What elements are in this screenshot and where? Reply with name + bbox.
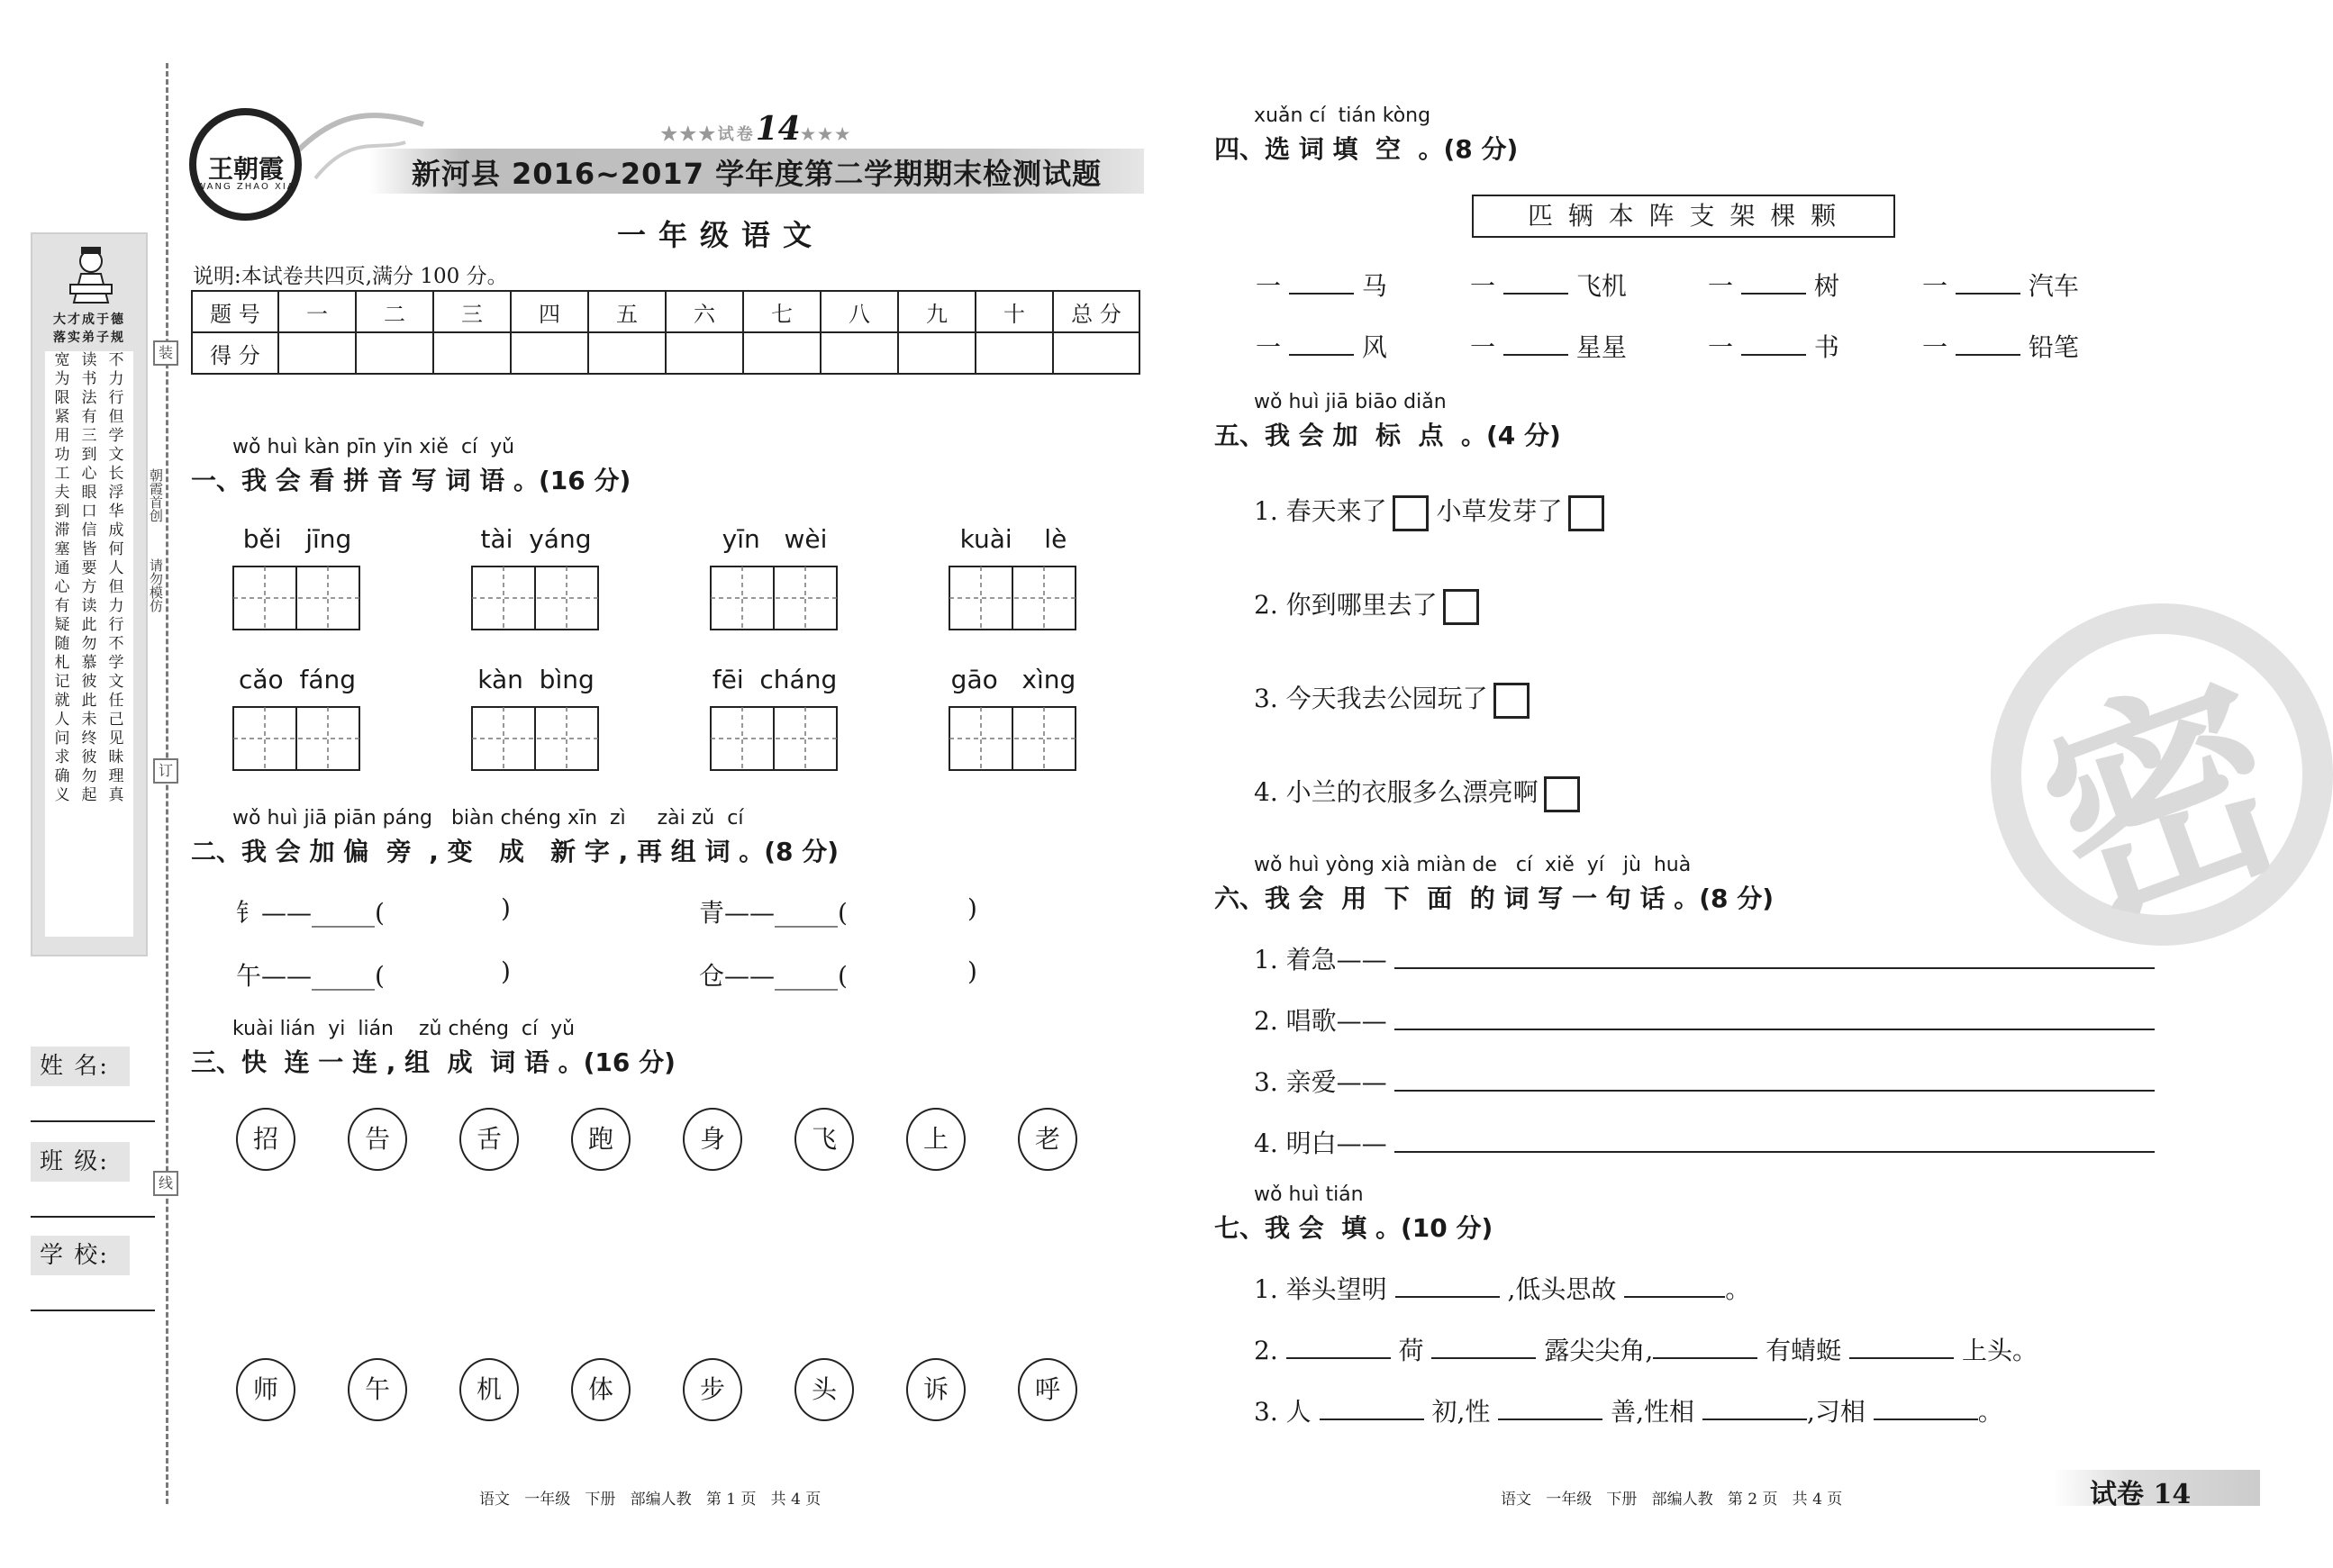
footer-badge-text: 试卷 14 — [2090, 1479, 2192, 1510]
q7-title: 七、我 会 填 。(10 分) — [1214, 1213, 1493, 1243]
q3-bottom-char-3[interactable]: 机 — [459, 1358, 519, 1421]
q4-pre: 一 — [1922, 271, 1948, 301]
binding-dash-line — [166, 63, 168, 1504]
q4-pinyin: xuǎn cí tián kòng — [1254, 104, 1431, 127]
score-col-1: 一 — [278, 291, 356, 332]
score-cell[interactable] — [1053, 332, 1139, 374]
score-cell[interactable] — [898, 332, 976, 374]
q3-top-char-6[interactable]: 飞 — [794, 1108, 854, 1171]
motto-column-1: 宽为限紧用功工夫到滞塞通心有疑随札记就人问求确义 — [54, 351, 70, 804]
score-col-2: 二 — [356, 291, 433, 332]
q3-top-char-5[interactable]: 身 — [683, 1108, 742, 1171]
q7-text: 上头。 — [1962, 1336, 2038, 1365]
q4-pre: 一 — [1256, 332, 1282, 362]
blank-line[interactable] — [1653, 1357, 1757, 1359]
q6-answer-line-1[interactable] — [1394, 967, 2155, 969]
q2-title: 二、我 会 加 偏 旁 , 变 成 新 字 , 再 组 词 。(8 分) — [191, 837, 840, 866]
exam-instructions: 说明:本试卷共四页,满分 100 分。 — [193, 265, 508, 288]
q6-pinyin: wǒ huì yòng xià miàn de cí xiě yí jù huà — [1254, 854, 1692, 876]
q4-blank-3[interactable] — [1708, 267, 1839, 303]
q3-top-char-8[interactable]: 老 — [1018, 1108, 1077, 1171]
q6-item-4: 4. 明白—— — [1254, 1128, 1387, 1158]
q6-answer-line-3[interactable] — [1394, 1090, 2155, 1092]
q4-blank-2[interactable] — [1470, 267, 1627, 303]
q5-punct-box[interactable] — [1544, 776, 1580, 812]
binding-mark-zhuang: 装 — [153, 340, 178, 366]
score-table-row-label: 题 号 — [192, 291, 278, 332]
q5-title: 五、我 会 加 标 点 。(4 分) — [1214, 421, 1561, 450]
q3-top-char-4[interactable]: 跑 — [571, 1108, 631, 1171]
score-col-8: 八 — [821, 291, 898, 332]
q3-title: 三、快 连 一 连 , 组 成 词 语 。(16 分) — [191, 1047, 676, 1077]
blank-line[interactable] — [1320, 1418, 1424, 1420]
q4-post: 铅笔 — [2028, 332, 2079, 362]
motto-head-2: 落实弟子规 — [53, 331, 125, 345]
q4-blank-4[interactable] — [1922, 267, 2079, 303]
q6-answer-line-4[interactable] — [1394, 1151, 2155, 1153]
series-stars-left: ★★★试卷 — [660, 125, 756, 144]
name-label: 姓 名: — [31, 1047, 130, 1086]
exam-title: 新河县 2016~2017 学年度第二学期期末检测试题 — [411, 157, 1103, 191]
q5-punct-box[interactable] — [1443, 589, 1479, 625]
q7-line-2 — [1254, 1331, 2038, 1367]
q2-item-4[interactable]: 仓——_____( — [699, 961, 848, 991]
q4-pre: 一 — [1922, 332, 1948, 362]
score-cell[interactable] — [511, 332, 588, 374]
blank-line[interactable] — [1289, 354, 1354, 356]
side-note-original: 朝霞首创 — [148, 468, 164, 522]
blank-line[interactable] — [1624, 1296, 1725, 1298]
q5-item-3-text: 3. 今天我去公园玩了 — [1254, 684, 1488, 713]
class-label: 班 级: — [31, 1142, 130, 1182]
q1-writing-grids[interactable] — [232, 566, 1133, 778]
footer-page-1: 语文 一年级 下册 部编人教 第 1 页 共 4 页 — [479, 1491, 822, 1509]
q3-top-char-1[interactable]: 招 — [236, 1108, 295, 1171]
score-cell[interactable] — [666, 332, 743, 374]
score-cell[interactable] — [588, 332, 666, 374]
blank-line[interactable] — [1498, 1418, 1602, 1420]
score-cell[interactable] — [976, 332, 1053, 374]
q2-item-1-close: ) — [501, 893, 511, 923]
score-table-header-row — [192, 291, 1139, 332]
q5-punct-box[interactable] — [1393, 495, 1429, 531]
q5-item-1 — [1254, 492, 1604, 531]
blank-line[interactable] — [1849, 1357, 1954, 1359]
q2-item-2-close: ) — [967, 893, 977, 923]
q7-text: 。 — [1725, 1274, 1751, 1304]
blank-line[interactable] — [1286, 1357, 1391, 1359]
score-table — [191, 290, 1140, 375]
score-col-7: 七 — [743, 291, 821, 332]
score-col-3: 三 — [433, 291, 511, 332]
score-cell[interactable] — [821, 332, 898, 374]
q5-item-4 — [1254, 773, 1580, 812]
confidential-watermark-char: 密 — [2012, 637, 2315, 964]
q6-answer-line-2[interactable] — [1394, 1029, 2155, 1030]
q6-item-1: 1. 着急—— — [1254, 945, 1387, 974]
q2-pinyin: wǒ huì jiā piān páng biàn chéng xīn zì zài zǔ cí — [232, 807, 744, 829]
exam-subtitle: 一年级语文 — [616, 218, 824, 252]
footer-page-2: 语文 一年级 下册 部编人教 第 2 页 共 4 页 — [1501, 1491, 1843, 1509]
q4-pre: 一 — [1708, 271, 1734, 301]
q5-item-4-text: 4. 小兰的衣服多么漂亮啊 — [1254, 777, 1539, 807]
q3-top-char-7[interactable]: 上 — [906, 1108, 966, 1171]
q3-bottom-char-7[interactable]: 诉 — [906, 1358, 966, 1421]
binding-mark-ding: 订 — [153, 758, 178, 784]
q4-post: 马 — [1361, 271, 1387, 301]
q1-pinyin-word-5: cǎo fáng — [238, 665, 357, 694]
q4-post: 树 — [1813, 271, 1839, 301]
school-input-line[interactable] — [31, 1310, 155, 1311]
q1-pinyin-word-4: kuài lè — [959, 524, 1067, 554]
q1-pinyin-word-8: gāo xìng — [950, 665, 1076, 694]
q4-blank-5[interactable] — [1256, 328, 1387, 364]
q6-item-3: 3. 亲爱—— — [1254, 1067, 1387, 1097]
q7-text: 1. 举头望明 — [1254, 1274, 1387, 1304]
q7-text: ,习相 — [1806, 1397, 1865, 1427]
q4-blank-7[interactable] — [1708, 328, 1839, 364]
q3-top-char-2[interactable]: 告 — [348, 1108, 407, 1171]
score-cell[interactable] — [356, 332, 433, 374]
q5-pinyin: wǒ huì jiā biāo diǎn — [1254, 391, 1447, 413]
q4-post: 书 — [1813, 332, 1839, 362]
series-stars-right: ★★★ — [800, 125, 853, 144]
q5-item-3 — [1254, 679, 1530, 719]
motto-column-3: 不力行但学文长浮华成何人但力行不学文任己见昧理真 — [108, 351, 124, 804]
q7-text: 初,性 — [1431, 1397, 1491, 1427]
q3-bottom-char-2[interactable]: 午 — [348, 1358, 407, 1421]
q7-text: 。 — [1977, 1397, 2003, 1427]
q3-top-char-3[interactable]: 舌 — [459, 1108, 519, 1171]
q2-item-2[interactable]: 青——_____( — [699, 898, 848, 928]
q6-item-2: 2. 唱歌—— — [1254, 1006, 1387, 1036]
q5-item-2-text: 2. 你到哪里去了 — [1254, 590, 1438, 620]
q4-post: 飞机 — [1575, 271, 1627, 301]
blank-line[interactable] — [1503, 293, 1568, 295]
score-col-10: 十 — [976, 291, 1053, 332]
q7-text: ,低头思故 — [1507, 1274, 1617, 1304]
blank-line[interactable] — [1431, 1357, 1536, 1359]
motto-head-1: 大才成于德 — [53, 313, 125, 327]
q4-post: 星星 — [1575, 332, 1627, 362]
blank-line[interactable] — [1956, 293, 2020, 295]
score-col-total: 总 分 — [1053, 291, 1139, 332]
q4-post: 汽车 — [2028, 271, 2079, 301]
q3-bottom-char-4[interactable]: 体 — [571, 1358, 631, 1421]
q4-post: 风 — [1361, 332, 1387, 362]
school-label: 学 校: — [31, 1236, 130, 1275]
q3-bottom-char-1[interactable]: 师 — [236, 1358, 295, 1421]
q2-item-4-close: ) — [967, 956, 977, 986]
score-cell[interactable] — [743, 332, 821, 374]
q2-item-3[interactable]: 午——_____( — [236, 961, 385, 991]
q3-pinyin: kuài lián yi lián zǔ chéng cí yǔ — [232, 1018, 576, 1040]
q2-item-3-close: ) — [501, 956, 511, 986]
blank-line[interactable] — [1741, 354, 1806, 356]
q4-blank-1[interactable] — [1256, 267, 1387, 303]
blank-line[interactable] — [1395, 1296, 1500, 1298]
q7-text: 善,性相 — [1611, 1397, 1695, 1427]
q7-text: 3. 人 — [1254, 1397, 1312, 1427]
q1-pinyin-word-6: kàn bìng — [477, 665, 595, 694]
q4-blank-8[interactable] — [1922, 328, 2079, 364]
scholar-figure-icon — [67, 245, 115, 304]
blank-line[interactable] — [1289, 293, 1354, 295]
score-col-5: 五 — [588, 291, 666, 332]
blank-line[interactable] — [1956, 354, 2020, 356]
series-number: 14 — [755, 110, 801, 148]
score-table-score-row — [192, 332, 1139, 374]
side-note-no-copy: 请勿模仿 — [148, 558, 164, 612]
score-col-4: 四 — [511, 291, 588, 332]
paper-series-label — [613, 110, 901, 148]
blank-line[interactable] — [1874, 1418, 1978, 1420]
q1-pinyin: wǒ huì kàn pīn yīn xiě cí yǔ — [232, 436, 515, 458]
brand-logo-subtext: WANG ZHAO XIA — [196, 182, 295, 192]
q1-pinyin-word-2: tài yáng — [480, 524, 592, 554]
q3-bottom-char-8[interactable]: 呼 — [1018, 1358, 1077, 1421]
score-cell[interactable] — [433, 332, 511, 374]
score-row-label: 得 分 — [192, 332, 278, 374]
q7-pinyin: wǒ huì tián — [1254, 1183, 1364, 1206]
q7-text: 有蜻蜓 — [1766, 1336, 1842, 1365]
q4-pre: 一 — [1708, 332, 1734, 362]
q1-pinyin-word-7: fēi cháng — [712, 665, 838, 694]
q4-pre: 一 — [1470, 332, 1496, 362]
q2-item-1[interactable]: 钅——_____( — [236, 898, 385, 928]
q6-title: 六、我 会 用 下 面 的 词 写 一 句 话 。(8 分) — [1214, 884, 1775, 913]
q5-punct-box[interactable] — [1493, 683, 1530, 719]
score-col-9: 九 — [898, 291, 976, 332]
q4-blank-6[interactable] — [1470, 328, 1627, 364]
q4-title: 四、选 词 填 空 。(8 分) — [1214, 134, 1519, 164]
blank-line[interactable] — [1503, 354, 1568, 356]
class-input-line[interactable] — [31, 1216, 155, 1218]
q7-text: 荷 — [1398, 1336, 1424, 1365]
q7-text: 2. — [1254, 1336, 1278, 1365]
score-cell[interactable] — [278, 332, 356, 374]
binding-mark-xian: 线 — [153, 1171, 178, 1196]
motto-panel — [31, 232, 148, 956]
score-col-6: 六 — [666, 291, 743, 332]
q7-line-3 — [1254, 1392, 2003, 1428]
q5-item-2 — [1254, 585, 1479, 625]
q3-bottom-char-6[interactable]: 头 — [794, 1358, 854, 1421]
q4-word-bank: 匹 辆 本 阵 支 架 棵 颗 — [1472, 195, 1895, 238]
motto-column-2: 读书法有三到心眼口信皆要方读此勿慕彼此未终彼勿起 — [81, 351, 97, 804]
q4-pre: 一 — [1470, 271, 1496, 301]
q1-pinyin-word-1: běi jīng — [242, 524, 352, 554]
q7-line-1 — [1254, 1270, 1750, 1306]
q7-text: 露尖尖角, — [1544, 1336, 1654, 1365]
q3-bottom-char-5[interactable]: 步 — [683, 1358, 742, 1421]
q1-pinyin-word-3: yīn wèi — [722, 524, 828, 554]
q5-punct-box[interactable] — [1568, 495, 1604, 531]
q5-item-1-text-b: 小草发芽了 — [1436, 496, 1563, 526]
blank-line[interactable] — [1702, 1418, 1807, 1420]
blank-line[interactable] — [1741, 293, 1806, 295]
q5-item-1-text-a: 1. 春天来了 — [1254, 496, 1387, 526]
brand-logo-text: 王朝霞 — [207, 154, 284, 184]
q1-title: 一、我 会 看 拼 音 写 词 语 。(16 分) — [191, 466, 631, 495]
q4-pre: 一 — [1256, 271, 1282, 301]
name-input-line[interactable] — [31, 1120, 155, 1122]
